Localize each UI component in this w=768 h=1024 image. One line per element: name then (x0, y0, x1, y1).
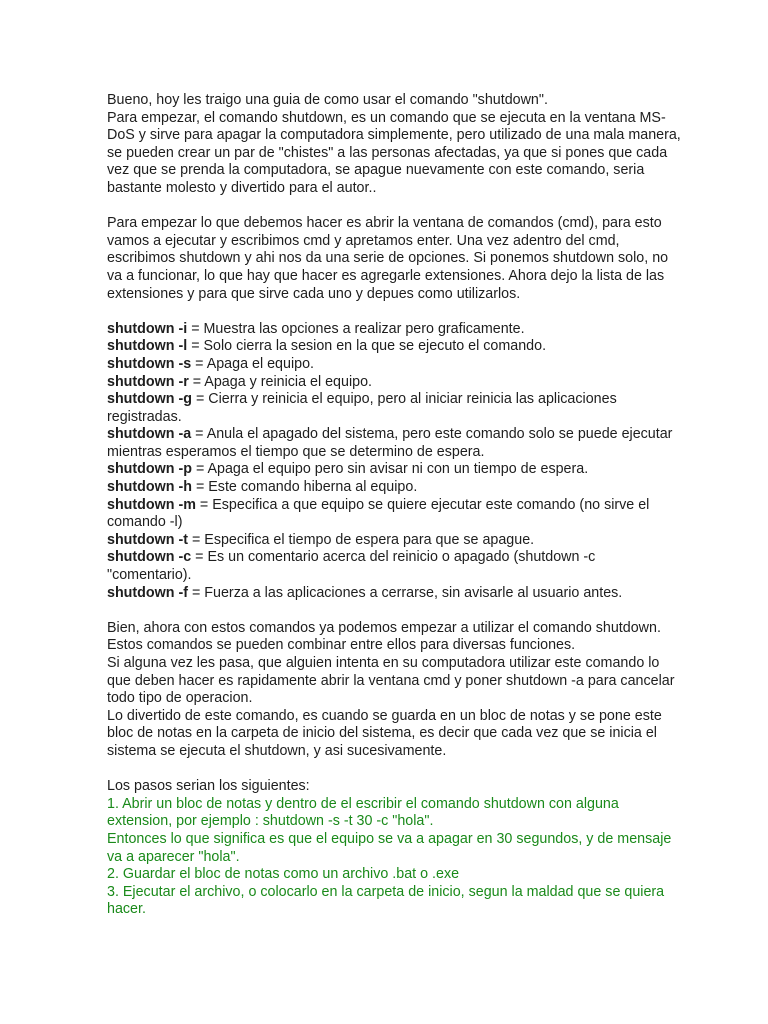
text-line: vez que se prenda la computadora, se apague nuevamente con este comando, seria (107, 162, 645, 179)
command-item (107, 532, 667, 550)
command-description: = Cierra y reinicia el equipo, pero al iniciar reinicia las aplicaciones (191, 391, 617, 408)
text-line: Bien, ahora con estos comandos ya podemos empezar a utilizar el comando shutdown. (107, 619, 661, 636)
text-line: que deben hacer es rapidamente abrir la ventana cmd y poner shutdown -a para cancelar (107, 672, 675, 689)
text-line: Para empezar lo que debemos hacer es abrir la ventana de comandos (cmd), para esto (107, 215, 662, 232)
command-description-cont: registradas. (107, 408, 182, 425)
text-line: Lo divertido de este comando, es cuando se guarda en un bloc de notas y se pone este (107, 707, 662, 724)
text-line: Para empezar, el comando shutdown, es un comando que se ejecuta en la ventana MS- (107, 109, 666, 126)
command-item (107, 497, 667, 532)
command-item (107, 479, 667, 497)
command-item (107, 461, 667, 479)
intro-paragraph (107, 92, 681, 198)
text-line: va a funcionar, lo que hay que hacer es agregarle extensiones. Ahora dejo la lista de las (107, 267, 665, 284)
step-line: Entonces lo que significa es que el equipo se va a apagar en 30 segundos, y de mensaje (107, 830, 672, 847)
steps-section (107, 778, 672, 919)
text-line: Bueno, hoy les traigo una guia de como usar el comando "shutdown". (107, 92, 548, 108)
command-description-cont: mientras esperamos el tiempo que se determino de espera. (107, 443, 485, 460)
text-line: Si alguna vez les pasa, que alguien intenta en su computadora utilizar este comando lo (107, 655, 660, 671)
command-item (107, 549, 667, 584)
step-line: va a aparecer "hola". (107, 848, 240, 865)
document-body (107, 92, 681, 919)
command-name: shutdown -p (107, 461, 192, 478)
command-description: = Muestra las opciones a realizar pero graficamente. (187, 320, 525, 337)
usage-paragraph (107, 619, 675, 761)
command-name: shutdown -a (107, 426, 192, 443)
command-item (107, 356, 667, 374)
command-item (107, 585, 667, 603)
step-line: hacer. (107, 901, 146, 918)
command-description: = Apaga y reinicia el equipo. (188, 373, 373, 390)
text-line: DoS y sirve para apagar la computadora simplemente, pero utilizado de una mala manera, (107, 127, 681, 144)
command-item (107, 374, 667, 392)
command-name: shutdown -g (107, 391, 192, 408)
command-name: shutdown -l (107, 338, 188, 355)
step-line: extension, por ejemplo : shutdown -s -t 30 -c "hola". (107, 813, 434, 830)
text-line: sistema se ejecuta el shutdown, y asi sucesivamente. (107, 742, 447, 759)
command-name: shutdown -c (107, 549, 192, 566)
command-item (107, 338, 667, 356)
step-line: 2. Guardar el bloc de notas como un archivo .bat o .exe (107, 866, 460, 883)
command-description: = Anula el apagado del sistema, pero este comando solo se puede ejecutar (191, 426, 673, 443)
command-name: shutdown -r (107, 373, 189, 390)
command-name: shutdown -m (107, 496, 196, 513)
text-line: bastante molesto y divertido para el autor.. (107, 179, 377, 196)
instructions-paragraph (107, 215, 667, 303)
command-description: = Es un comentario acerca del reinicio o apagado (shutdown -c (191, 549, 596, 566)
command-name: shutdown -h (107, 479, 192, 496)
text-line: se pueden crear un par de "chistes" a las personas afectadas, ya que si pones que cada (107, 144, 668, 161)
text-line: bloc de notas en la carpeta de inicio del sistema, es decir que cada vez que se inicia el (107, 725, 657, 742)
command-description-cont: "comentario). (107, 567, 192, 584)
text-line: Estos comandos se pueden combinar entre ellos para diversas funciones. (107, 637, 576, 654)
command-description-cont: comando -l) (107, 514, 183, 531)
command-name: shutdown -f (107, 584, 188, 601)
command-name: shutdown -s (107, 355, 192, 372)
command-list (107, 320, 673, 603)
text-line: vamos a ejecutar y escribimos cmd y apretamos enter. Una vez adentro del cmd, (107, 232, 620, 249)
command-item (107, 391, 667, 426)
command-description: = Apaga el equipo pero sin avisar ni con un tiempo de espera. (191, 461, 589, 478)
command-name: shutdown -t (107, 531, 188, 548)
step-line: 3. Ejecutar el archivo, o colocarlo en la carpeta de inicio, segun la maldad que se quiera (107, 883, 665, 900)
step-line: 1. Abrir un bloc de notas y dentro de el escribir el comando shutdown con alguna (107, 795, 619, 812)
text-line: escribimos shutdown y ahi nos da una serie de opciones. Si ponemos shutdown solo, no (107, 250, 669, 267)
command-description: = Especifica el tiempo de espera para que se apague. (188, 531, 535, 548)
command-item (107, 426, 673, 461)
command-description: = Este comando hiberna al equipo. (191, 479, 418, 496)
command-name: shutdown -i (107, 320, 188, 337)
command-description: = Especifica a que equipo se quiere ejecutar este comando (no sirve el (195, 496, 650, 513)
text-line: todo tipo de operacion. (107, 690, 253, 707)
steps-intro: Los pasos serian los siguientes: (107, 778, 310, 795)
text-line: extensiones y para que sirve cada uno y depues como utilizarlos. (107, 285, 521, 302)
command-description: = Apaga el equipo. (191, 355, 315, 372)
command-item (107, 321, 667, 339)
command-description: = Solo cierra la sesion en la que se ejecuto el comando. (187, 338, 547, 355)
command-description: = Fuerza a las aplicaciones a cerrarse, sin avisarle al usuario antes. (188, 584, 623, 601)
